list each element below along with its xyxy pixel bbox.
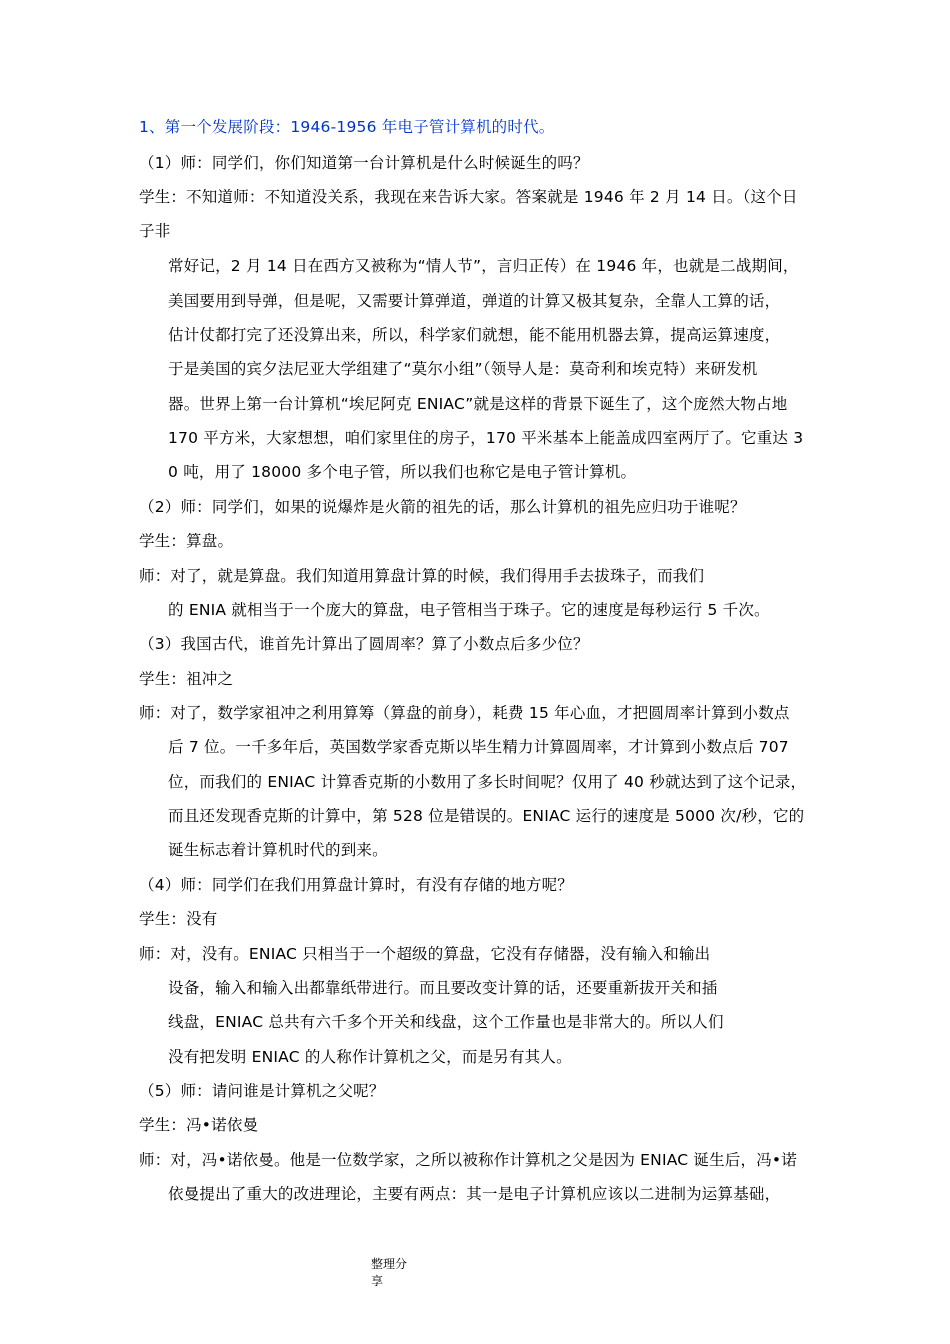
text-line-8: 器。世界上第一台计算机“埃尼阿克 ENIAC”就是这样的背景下诞生了，这个庞然大物占地 xyxy=(168,395,788,413)
text-line-30: 师：对，冯•诺依曼。他是一位数学家，之所以被称作计算机之父是因为 ENIAC 诞生后，冯•诺 xyxy=(139,1151,797,1169)
text-line-7: 于是美国的宾夕法尼亚大学组建了“莫尔小组”（领导人是：莫奇利和埃克特）来研发机 xyxy=(168,360,758,378)
text-line-3: 子非 xyxy=(139,222,171,240)
text-line-11: （2）师：同学们，如果的说爆炸是火箭的祖先的话，那么计算机的祖先应归功于谁呢？ xyxy=(139,498,746,516)
text-line-24: 师：对，没有。ENIAC 只相当于一个超级的算盘，它没有存储器，没有输入和输出 xyxy=(139,945,711,963)
text-line-15: （3）我国古代，谁首先计算出了圆周率？算了小数点后多少位？ xyxy=(139,635,589,653)
text-line-25: 设备，输入和输入出都靠纸带进行。而且要改变计算的话，还要重新拔开关和插 xyxy=(168,979,718,997)
text-line-26: 线盘，ENIAC 总共有六千多个开关和线盘，这个工作量也是非常大的。所以人们 xyxy=(168,1013,724,1031)
text-line-16: 学生：祖冲之 xyxy=(139,670,234,688)
section-heading: 1、第一个发展阶段：1946-1956 年电子管计算机的时代。 xyxy=(139,118,555,136)
footer-line-1: 整理分 xyxy=(371,1257,408,1271)
text-line-29: 学生：冯•诺依曼 xyxy=(139,1116,259,1134)
text-line-9: 170 平方米，大家想想，咱们家里住的房子，170 平米基本上能盖成四室两厅了。它重达 3 xyxy=(168,429,804,447)
text-line-12: 学生：算盘。 xyxy=(139,532,234,550)
text-line-14: 的 ENIA 就相当于一个庞大的算盘，电子管相当于珠子。它的速度是每秒运行 5 千次。 xyxy=(168,601,770,619)
text-line-4: 常好记，2 月 14 日在西方又被称为“情人节”，言归正传）在 1946 年，也就是二战期间， xyxy=(168,257,799,275)
text-line-20: 而且还发现香克斯的计算中，第 528 位是错误的。ENIAC 运行的速度是 5000 次/秒，它的 xyxy=(168,807,805,825)
text-line-17: 师：对了，数学家祖冲之利用算筹（算盘的前身），耗费 15 年心血，才把圆周率计算到小数点 xyxy=(139,704,790,722)
text-line-28: （5）师：请问谁是计算机之父呢？ xyxy=(139,1082,385,1100)
text-line-19: 位，而我们的 ENIAC 计算香克斯的小数用了多长时间呢？仅用了 40 秒就达到了这个记录， xyxy=(168,773,807,791)
text-line-22: （4）师：同学们在我们用算盘计算时，有没有存储的地方呢？ xyxy=(139,876,573,894)
text-line-5: 美国要用到导弹，但是呢，又需要计算弹道，弹道的计算又极其复杂，全靠人工算的话， xyxy=(168,292,781,310)
text-line-6: 估计仗都打完了还没算出来，所以，科学家们就想，能不能用机器去算，提高运算速度， xyxy=(168,326,781,344)
text-line-31: 依曼提出了重大的改进理论，主要有两点：其一是电子计算机应该以二进制为运算基础， xyxy=(168,1185,781,1203)
text-line-18: 后 7 位。一千多年后，英国数学家香克斯以毕生精力计算圆周率，才计算到小数点后 707 xyxy=(168,738,789,756)
text-line-2: 学生：不知道师：不知道没关系，我现在来告诉大家。答案就是 1946 年 2 月 14 日。（这个日 xyxy=(139,188,798,206)
text-line-13: 师：对了，就是算盘。我们知道用算盘计算的时候，我们得用手去拔珠子，而我们 xyxy=(139,567,705,585)
text-line-1: （1）师：同学们，你们知道第一台计算机是什么时候诞生的吗？ xyxy=(139,154,589,172)
text-line-21: 诞生标志着计算机时代的到来。 xyxy=(168,841,388,859)
text-line-23: 学生：没有 xyxy=(139,910,218,928)
footer-line-2: 享 xyxy=(371,1274,384,1288)
text-line-10: 0 吨，用了 18000 多个电子管，所以我们也称它是电子管计算机。 xyxy=(168,463,637,481)
text-line-27: 没有把发明 ENIAC 的人称作计算机之父，而是另有其人。 xyxy=(168,1048,572,1066)
